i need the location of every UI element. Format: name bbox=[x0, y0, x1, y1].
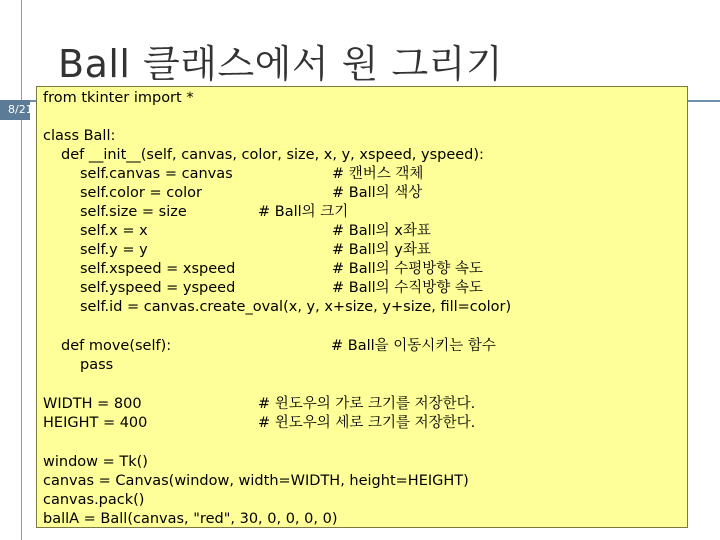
code-text: def move(self): bbox=[61, 338, 172, 354]
code-comment: # 윈도우의 가로 크기를 저장한다. bbox=[258, 396, 476, 412]
code-text: ballA = Ball(canvas, "red", 30, 0, 0, 0, 0) bbox=[43, 511, 338, 527]
code-line bbox=[80, 203, 349, 222]
code-text: self.canvas = canvas bbox=[80, 166, 233, 182]
code-line bbox=[43, 472, 469, 491]
code-comment: # 윈도우의 세로 크기를 저장한다. bbox=[258, 415, 476, 431]
code-line bbox=[80, 279, 483, 298]
code-text: self.yspeed = yspeed bbox=[80, 280, 236, 296]
code-text: from tkinter import * bbox=[43, 90, 194, 106]
code-text: self.color = color bbox=[80, 185, 202, 201]
code-block bbox=[36, 86, 688, 528]
code-comment: # Ball을 이동시키는 함수 bbox=[331, 338, 496, 354]
slide-title: Ball 클래스에서 원 그리기 bbox=[58, 42, 504, 86]
code-line bbox=[80, 165, 424, 184]
left-margin-rule bbox=[21, 0, 22, 540]
code-comment: # 캔버스 객체 bbox=[332, 166, 424, 182]
code-line bbox=[43, 453, 148, 472]
code-line bbox=[61, 146, 484, 165]
code-text: canvas.pack() bbox=[43, 492, 145, 508]
code-text: self.x = x bbox=[80, 223, 148, 239]
code-line bbox=[43, 395, 476, 414]
code-line bbox=[43, 127, 115, 146]
code-text: window = Tk() bbox=[43, 454, 148, 470]
code-comment: # Ball의 수직방향 속도 bbox=[332, 280, 483, 296]
code-line bbox=[43, 89, 194, 108]
code-text: self.size = size bbox=[80, 204, 187, 220]
code-text: HEIGHT = 400 bbox=[43, 415, 148, 431]
code-line bbox=[80, 241, 431, 260]
code-line bbox=[80, 222, 431, 241]
code-comment: # Ball의 x좌표 bbox=[332, 223, 431, 239]
slide-number: 8/21 bbox=[0, 100, 30, 120]
code-text: def __init__(self, canvas, color, size, x, y, xspeed, yspeed): bbox=[61, 147, 484, 163]
code-line bbox=[80, 298, 511, 317]
code-comment: # Ball의 y좌표 bbox=[332, 242, 431, 258]
code-text: WIDTH = 800 bbox=[43, 396, 142, 412]
code-comment: # Ball의 수평방향 속도 bbox=[332, 261, 483, 277]
code-text: self.xspeed = xspeed bbox=[80, 261, 236, 277]
code-line bbox=[80, 356, 113, 375]
code-text: self.y = y bbox=[80, 242, 148, 258]
code-comment: # Ball의 크기 bbox=[258, 204, 349, 220]
code-line bbox=[61, 337, 496, 356]
code-line bbox=[43, 414, 476, 433]
code-text: self.id = canvas.create_oval(x, y, x+size, y+size, fill=color) bbox=[80, 299, 512, 315]
code-line bbox=[80, 184, 423, 203]
code-comment: # Ball의 색상 bbox=[332, 185, 423, 201]
code-line bbox=[43, 510, 337, 529]
code-text: class Ball: bbox=[43, 128, 116, 144]
code-text: canvas = Canvas(window, width=WIDTH, height=HEIGHT) bbox=[43, 473, 469, 489]
code-text: pass bbox=[80, 357, 114, 373]
code-line bbox=[80, 260, 483, 279]
code-line bbox=[43, 491, 144, 510]
